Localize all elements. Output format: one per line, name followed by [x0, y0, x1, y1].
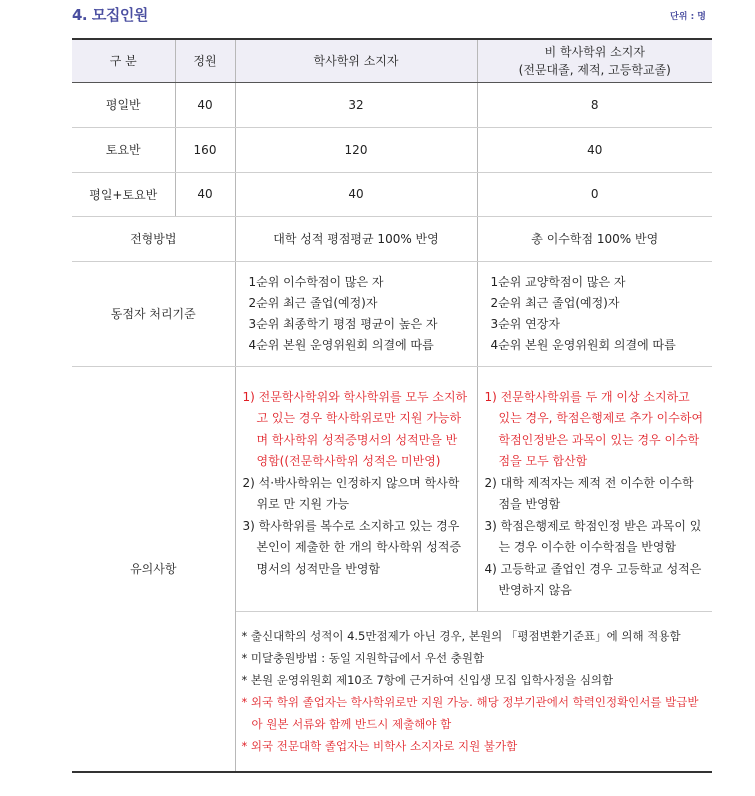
note-item: 3) 학점은행제로 학점인정 받은 과목이 있는 경우 이수한 이수학점을 반영함: [484, 518, 702, 554]
row-quota: 160: [175, 127, 235, 172]
note-item: 3) 학사학위를 복수로 소지하고 있는 경우 본인이 제출한 한 개의 학사학위 성적증명서의 성적만을 반영함: [242, 518, 462, 576]
footnotes: [235, 611, 712, 772]
footnote-item: * 출신대학의 성적이 4.5만점제가 아닌 경우, 본원의 「평점변환기준표」에 의해 적용함: [241, 628, 681, 643]
list-item: 2순위 최근 졸업(예정)자: [490, 295, 620, 310]
row-quota: 40: [175, 172, 235, 216]
header-non-bachelor: [477, 39, 712, 82]
header-quota: 정원: [175, 39, 235, 82]
method-label: 전형방법: [72, 216, 235, 261]
table-row: [72, 172, 712, 216]
notes-bachelor: [235, 366, 477, 611]
list-item: 1순위 이수학점이 많은 자: [248, 274, 384, 289]
method-bachelor: 대학 성적 평점평균 100% 반영: [235, 216, 477, 261]
note-item: 4) 고등학교 졸업인 경우 고등학교 성적은 반영하지 않음: [484, 561, 702, 597]
header-non-bachelor-line1: 비 학사학위 소지자: [544, 44, 645, 59]
footnote-item: * 본원 운영위원회 제10조 7항에 근거하여 신입생 모집 입학사정을 심의함: [241, 672, 614, 687]
table-row: [72, 82, 712, 127]
list-item: 4순위 본원 운영위원회 의결에 따름: [490, 337, 676, 352]
notes-label: 유의사항: [72, 366, 235, 772]
row-label: 토요반: [72, 127, 175, 172]
row-non-bachelor: 0: [477, 172, 712, 216]
row-bachelor: 32: [235, 82, 477, 127]
row-label: 평일+토요반: [72, 172, 175, 216]
header-non-bachelor-line2: (전문대졸, 제적, 고등학교졸): [518, 62, 671, 77]
note-item: 2) 석·박사학위는 인정하지 않으며 학사학위로 만 지원 가능: [242, 475, 460, 511]
list-item: 4순위 본원 운영위원회 의결에 따름: [248, 337, 434, 352]
recruitment-table: [72, 38, 712, 773]
footnote-item: * 외국 전문대학 졸업자는 비학사 소지자로 지원 불가함: [241, 738, 518, 753]
row-bachelor: 120: [235, 127, 477, 172]
section-title: 4. 모집인원: [72, 6, 148, 24]
table-header-row: [72, 39, 712, 82]
footnote-item: * 미달충원방법 : 동일 지원학급에서 우선 충원함: [241, 650, 485, 665]
note-item: 2) 대학 제적자는 제적 전 이수한 이수학점을 반영함: [484, 475, 694, 511]
row-non-bachelor: 8: [477, 82, 712, 127]
notes-row: [72, 366, 712, 611]
tiebreak-bachelor: [235, 261, 477, 366]
method-non-bachelor: 총 이수학점 100% 반영: [477, 216, 712, 261]
tiebreak-non-bachelor: [477, 261, 712, 366]
list-item: 1순위 교양학점이 많은 자: [490, 274, 626, 289]
row-quota: 40: [175, 82, 235, 127]
row-bachelor: 40: [235, 172, 477, 216]
method-row: [72, 216, 712, 261]
list-item: 2순위 최근 졸업(예정)자: [248, 295, 378, 310]
table-row: [72, 127, 712, 172]
note-item: 1) 전문학사학위와 학사학위를 모두 소지하고 있는 경우 학사학위로만 지원 가능하며 학사학위 성적증명서의 성적만을 반영함((전문학사학위 성적은 미반영): [242, 389, 468, 468]
footnote-item: * 외국 학위 졸업자는 학사학위로만 지원 가능. 해당 정부기관에서 학력인정확인서를 발급받아 원본 서류와 함께 반드시 제출해야 함: [241, 694, 699, 731]
row-label: 평일반: [72, 82, 175, 127]
list-item: 3순위 최종학기 평점 평균이 높은 자: [248, 316, 438, 331]
note-item: 1) 전문학사학위를 두 개 이상 소지하고 있는 경우, 학점은행제로 추가 이수하여 학점인정받은 과목이 있는 경우 이수학점을 모두 합산함: [484, 389, 704, 468]
unit-label: 단위 : 명: [670, 12, 706, 22]
tiebreak-row: [72, 261, 712, 366]
header-bachelor: 학사학위 소지자: [235, 39, 477, 82]
header-category: 구 분: [72, 39, 175, 82]
row-non-bachelor: 40: [477, 127, 712, 172]
tiebreak-label: 동점자 처리기준: [72, 261, 235, 366]
list-item: 3순위 연장자: [490, 316, 560, 331]
notes-non-bachelor: [477, 366, 712, 611]
